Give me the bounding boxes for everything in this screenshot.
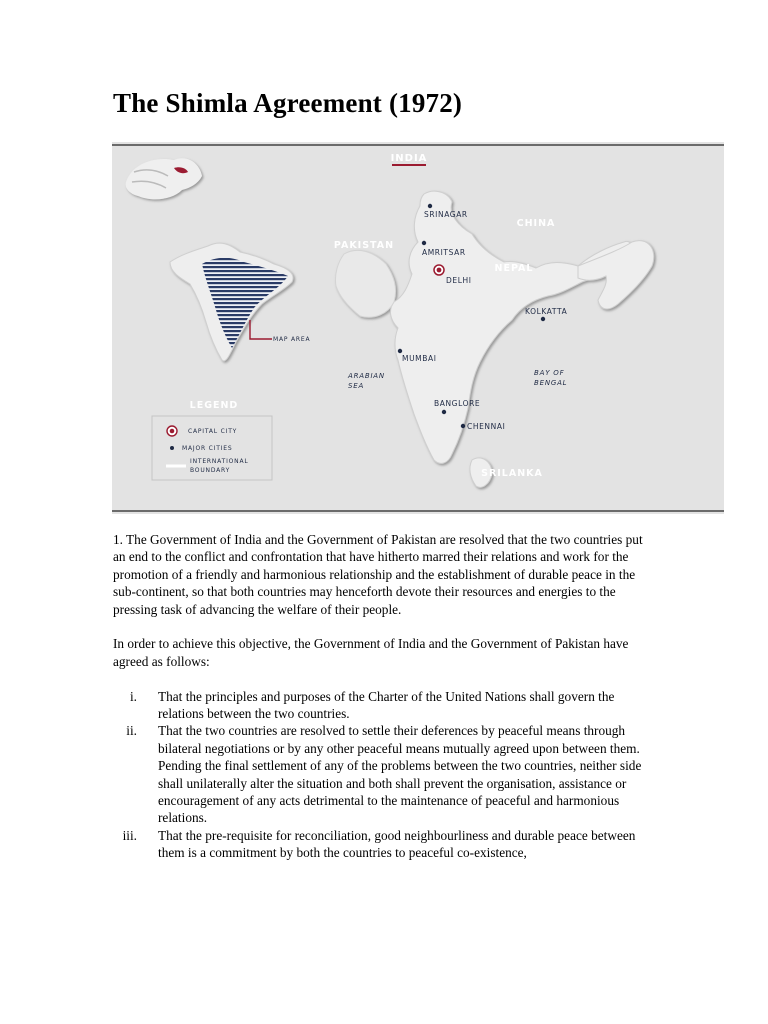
city-label-banglore: BANGLORE <box>434 399 481 408</box>
city-label-kolkatta: KOLKATTA <box>525 307 568 316</box>
city-dot <box>442 410 446 414</box>
sea-bengal-line2: BENGAL <box>534 379 568 387</box>
sea-arabian-line2: SEA <box>348 382 365 390</box>
city-dot <box>422 241 426 245</box>
india-map-figure <box>112 142 724 514</box>
city-dot <box>461 424 465 428</box>
city-label-amritsar: AMRITSAR <box>422 248 466 257</box>
label-nepal: NEPAL <box>494 263 534 274</box>
clause-text: That the two countries are resolved to settle their deferences by peaceful means through bilateral negotiations or by any other peaceful means mutually agreed upon between them. Pending the final settlement of any of the problems between the two countries, neither side shall unilaterally alter the situation and both shall prevent the organisation, assistance or encouragement of any acts detrimental to the maintenance of peaceful and harmonious relations. <box>158 723 642 826</box>
intro-paragraph: 1. The Government of India and the Government of Pakistan are resolved that the two countries put an end to the conflict and confrontation that have hitherto marred their relations and work for the promotion of a friendly and harmonious relationship and the establishment of durable peace in the sub-continent, so that both countries may henceforth devote their resources and energies to the pressing task of advancing the welfare of their people. <box>113 532 643 617</box>
label-pakistan: PAKISTAN <box>333 240 395 251</box>
page-title: The Shimla Agreement (1972) <box>113 88 463 118</box>
city-label-chennai: CHENNAI <box>467 422 506 431</box>
label-srilanka: SRILANKA <box>481 468 543 479</box>
clause-number: iii. <box>122 827 137 843</box>
legend-boundary-line2: BOUNDARY <box>190 467 231 474</box>
clause-list <box>113 688 658 862</box>
clause-text: That the principles and purposes of the Charter of the United Nations shall govern the relations between the two countries. <box>158 688 615 722</box>
objective-paragraph: In order to achieve this objective, the Government of India and the Government of Pakistan have agreed as follows: <box>113 636 629 669</box>
legend-major-city-icon <box>170 446 174 450</box>
agreement-body <box>113 531 658 862</box>
map-title-india: INDIA <box>390 153 428 164</box>
city-label-srinagar: SRINAGAR <box>424 210 468 219</box>
clause-text: That the pre-requisite for reconciliation, good neighbourliness and durable peace between them is a commitment by both the countries to peaceful co-existence, <box>158 827 636 861</box>
sea-bengal-line1: BAY OF <box>534 369 565 377</box>
legend-major-cities-label: MAJOR CITIES <box>182 445 233 452</box>
city-dot <box>398 349 402 353</box>
clause-number: i. <box>129 688 137 704</box>
sea-arabian-line1: ARABIAN <box>348 372 385 380</box>
legend-capital-icon-core <box>170 429 175 434</box>
city-label-mumbai: MUMBAI <box>402 354 437 363</box>
city-dot <box>541 317 545 321</box>
city-chennai <box>461 422 506 431</box>
clause-item <box>113 688 658 723</box>
clause-number: ii. <box>126 723 137 739</box>
city-label-delhi: DELHI <box>446 276 472 285</box>
india-map-svg <box>112 142 724 514</box>
legend-boundary-line1: INTERNATIONAL <box>190 458 249 465</box>
legend-title: LEGEND <box>189 400 239 411</box>
clause-item <box>113 722 658 826</box>
capital-city-icon-core <box>437 268 442 273</box>
clause-item <box>113 827 658 862</box>
map-area-label: MAP AREA <box>273 336 311 343</box>
legend-capital-label: CAPITAL CITY <box>188 428 238 435</box>
label-china: CHINA <box>516 218 556 229</box>
city-dot <box>428 204 432 208</box>
